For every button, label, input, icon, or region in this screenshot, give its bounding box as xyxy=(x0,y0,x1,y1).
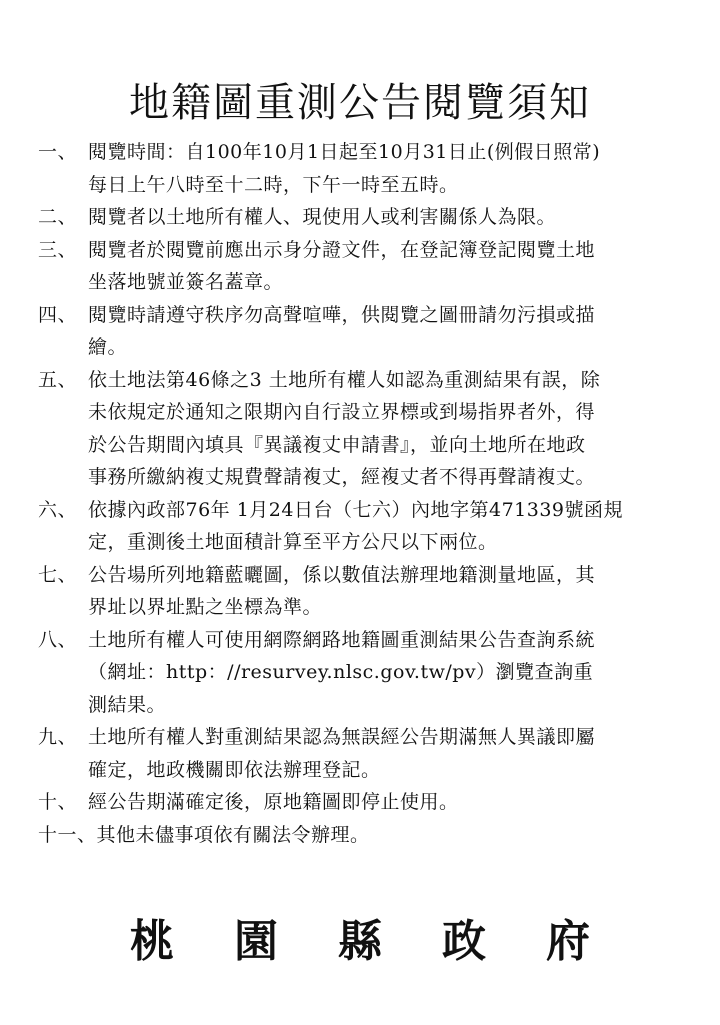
item-text xyxy=(88,364,688,494)
item-text-line: 其他未儘事項依有關法令辦理。 xyxy=(96,823,370,846)
item-number: 五、 xyxy=(38,368,78,391)
item-text xyxy=(88,136,688,201)
item-text xyxy=(88,299,688,364)
item-text-line: 土地所有權人對重測結果認為無誤經公告期滿無人異議即屬 xyxy=(88,726,596,748)
item-text-line: 依據內政部76年 1月24日台（七六）內地字第471339號函規 xyxy=(88,498,624,521)
item-number: 一、 xyxy=(38,141,78,163)
item-text-line: 未依規定於通知之限期內自行設立界標或到場指界者外，得 xyxy=(88,401,596,423)
notice-item xyxy=(38,721,688,786)
notice-item xyxy=(38,136,688,201)
item-text-line: 繪。 xyxy=(88,336,128,358)
item-text-line: 土地所有權人可使用網際網路地籍圖重測結果公告查詢系統 xyxy=(88,628,596,651)
notice-item xyxy=(38,201,688,234)
item-text-line: 依土地法第46條之3 土地所有權人如認為重測結果有誤，除 xyxy=(88,368,601,391)
item-text-line: 確定，地政機關即依法辦理登記。 xyxy=(88,758,381,781)
item-number: 十一、 xyxy=(38,823,97,846)
notice-item xyxy=(38,299,688,364)
item-text-line: 於公告期間內填具『異議複丈申請書』，並向土地所在地政 xyxy=(88,433,586,456)
item-number: 七、 xyxy=(38,563,78,586)
item-text xyxy=(88,494,688,559)
notice-item xyxy=(38,234,688,299)
item-text xyxy=(88,624,688,722)
item-text-line: 事務所繳納複丈規費聲請複丈，經複丈者不得再聲請複丈。 xyxy=(88,466,596,488)
item-text-line: 閱覽時間：自100年10月1日起至10月31日止(例假日照常) xyxy=(88,141,601,163)
item-text xyxy=(88,786,688,819)
issuer-signature: 桃園縣政府 xyxy=(130,916,650,967)
item-text-line: 閱覽時請遵守秩序勿高聲喧嘩，供閱覽之圖冊請勿污損或描 xyxy=(88,303,596,326)
notice-item xyxy=(38,624,688,722)
notice-item xyxy=(38,559,688,624)
item-text xyxy=(88,201,688,234)
item-text xyxy=(88,234,688,299)
item-text-line: 經公告期滿確定後，原地籍圖即停止使用。 xyxy=(88,791,459,813)
page-title: 地籍圖重測公告閱覽須知 xyxy=(129,79,591,126)
item-text-line: 測結果。 xyxy=(88,693,167,716)
item-text-line: 定，重測後土地面積計算至平方公尺以下兩位。 xyxy=(88,531,498,553)
item-text-line: 坐落地號並簽名蓋章。 xyxy=(88,271,284,293)
item-text-line: 每日上午八時至十二時，下午一時至五時。 xyxy=(88,173,459,196)
item-number: 三、 xyxy=(38,238,78,261)
notice-item xyxy=(38,819,688,852)
item-number: 四、 xyxy=(38,303,78,326)
item-number: 九、 xyxy=(38,726,78,748)
item-text-line: （網址：http：//resurvey.nlsc.gov.tw/pv）瀏覽查詢重 xyxy=(88,661,594,683)
notice-item xyxy=(38,364,688,494)
item-text-line: 閱覽者於閱覽前應出示身分證文件，在登記簿登記閱覽土地 xyxy=(88,238,596,261)
item-text xyxy=(97,819,688,852)
item-text-line: 界址以界址點之坐標為準。 xyxy=(88,596,323,618)
item-text-line: 公告場所列地籍藍曬圖，係以數值法辦理地籍測量地區，其 xyxy=(88,563,596,586)
notice-items-list xyxy=(38,136,688,851)
item-number: 八、 xyxy=(38,628,78,651)
item-number: 二、 xyxy=(38,206,78,228)
notice-item xyxy=(38,786,688,819)
item-number: 十、 xyxy=(38,791,78,813)
notice-item xyxy=(38,494,688,559)
item-text xyxy=(88,721,688,786)
item-text-line: 閱覽者以土地所有權人、現使用人或利害關係人為限。 xyxy=(88,206,557,228)
item-text xyxy=(88,559,688,624)
item-number: 六、 xyxy=(38,498,78,521)
